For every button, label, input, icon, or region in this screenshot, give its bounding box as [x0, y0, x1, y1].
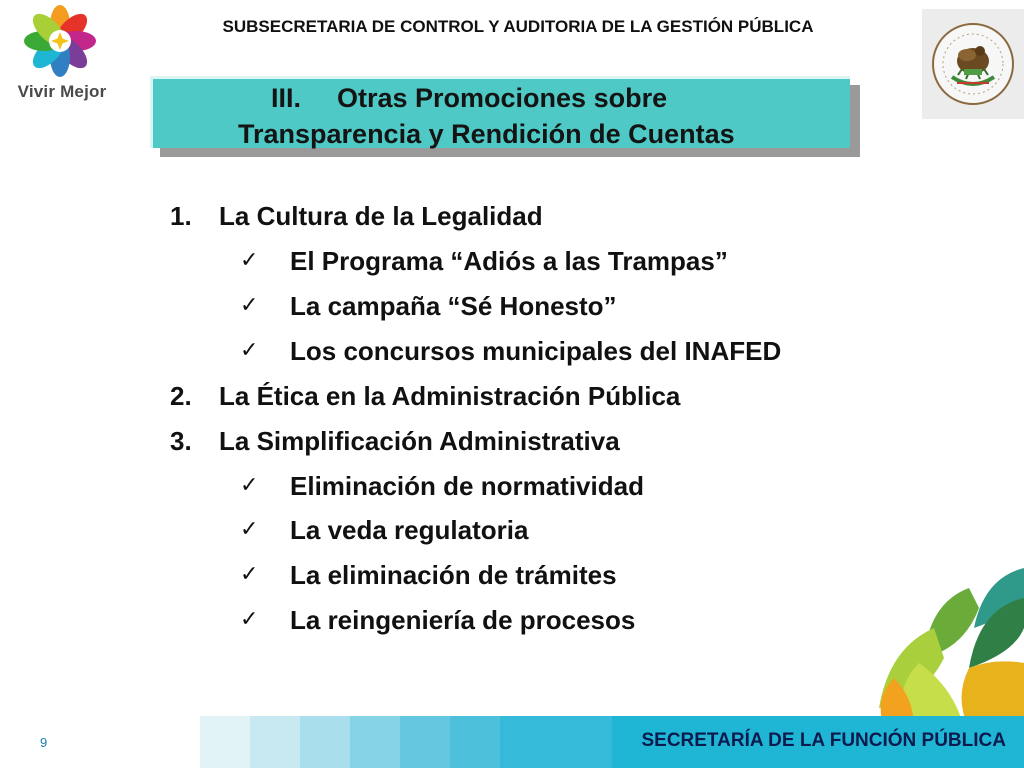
item-text: La Simplificación Administrativa	[219, 426, 620, 456]
checkmark-icon: ✓	[240, 248, 259, 273]
section-title-text: Otras Promociones sobre	[337, 83, 668, 113]
item-text: La reingeniería de procesos	[290, 605, 636, 635]
item-number: 2.	[170, 381, 192, 411]
item-text: La veda regulatoria	[290, 515, 529, 545]
section-title-line2: Transparencia y Rendición de Cuentas	[238, 119, 735, 149]
section-number: III.	[271, 83, 302, 113]
item-text: La campaña “Sé Honesto”	[290, 291, 617, 321]
item-text: Los concursos municipales del INAFED	[290, 336, 782, 366]
item-number: 1.	[170, 201, 192, 231]
page-number: 9	[40, 735, 48, 750]
checkmark-icon: ✓	[240, 473, 259, 498]
item-text: El Programa “Adiós a las Trampas”	[290, 246, 728, 276]
vivir-mejor-logo	[6, 4, 116, 104]
checkmark-icon: ✓	[240, 517, 259, 542]
header-title: SUBSECRETARIA DE CONTROL Y AUDITORIA DE LA GESTIÓN PÚBLICA	[222, 17, 814, 36]
logo-text: Vivir Mejor	[17, 82, 107, 101]
decorative-leaves-icon	[874, 568, 1024, 728]
section-title-line1	[271, 83, 667, 114]
checkmark-icon: ✓	[240, 562, 259, 587]
item-text: La eliminación de trámites	[290, 560, 617, 590]
mexican-eagle-seal-icon	[922, 9, 1024, 119]
section-title-box	[150, 76, 850, 148]
checkmark-icon: ✓	[240, 607, 259, 632]
flower-logo-icon	[18, 4, 102, 78]
checkmark-icon: ✓	[240, 338, 259, 363]
footer-text: SECRETARÍA DE LA FUNCIÓN PÚBLICA	[641, 730, 1006, 751]
coat-of-arms	[922, 9, 1024, 119]
item-number: 3.	[170, 426, 192, 456]
item-text: La Ética en la Administración Pública	[219, 381, 681, 411]
item-text: La Cultura de la Legalidad	[219, 201, 543, 231]
checkmark-icon: ✓	[240, 293, 259, 318]
item-text: Eliminación de normatividad	[290, 471, 644, 501]
